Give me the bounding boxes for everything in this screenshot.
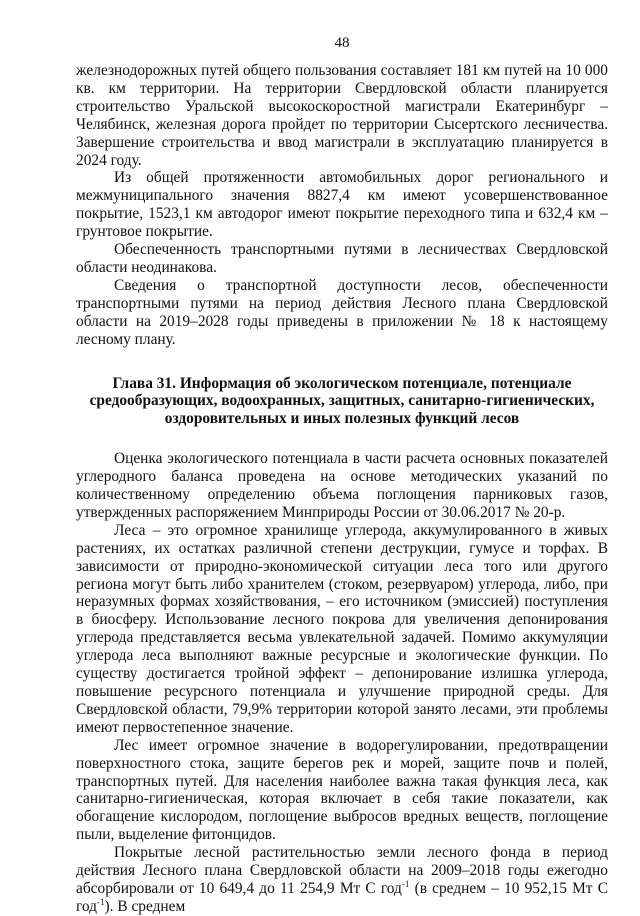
paragraph-forest-carbon-storage: Леса – это огромное хранилище углерода, аккумулированного в живых растениях, их остатках различной степени деструкции, гумусе и торфах. В зависимости от природно-экономической ситуации леса того или другого региона могут быть либо хранителем (стоком, резервуаром) углерода, либо, при неразумных формах хозяйствования, – его источником (эмиссией) поступления в биосферу. Использование лесного покрова для увеличения депонирования углерода представляется весьма увлекательной задачей. Помимо аккумуляции углерода леса выполняют важные ресурсные и экологические функции. По существу достигается тройной эффект – депонирование излишка углерода, повышение ресурсного потенциала и улучшение природной среды. Для Свердловской области, 79,9% территории которой занято лесами, эти проблемы имеют первостепенное значение. <box>76 521 608 736</box>
paragraph-carbon-absorption <box>76 844 608 916</box>
page-number: 48 <box>334 35 350 51</box>
paragraph-road-lengths: Из общей протяженности автомобильных дорог регионального и межмуниципального значения 8827,4 км имеют усовершенствованное покрытие, 1523,1 км автодорог имеют покрытие переходного типа и 632,4 км – грунтовое покрытие. <box>76 169 608 241</box>
absorption-exponent-2: -1 <box>97 896 105 907</box>
paragraph-transport-appendix: Сведения о транспортной доступности лесов, обеспеченности транспортными путями на период действия Лесного плана Свердловской области на 2019–2028 годы приведены в приложении № 18 к настоящему лесному плану. <box>76 276 608 348</box>
absorption-text-part-1: Покрытые лесной растительностью земли лесного фонда в период действия Лесного плана Свердловской области на 2009–2018 годы ежегодно абсорбировали от 10 649,4 до 11 254,9 Мт С год <box>76 844 608 897</box>
paragraph-carbon-assessment: Оценка экологического потенциала в части расчета основных показателей углеродного баланса проведена на основе методических указаний по количественному определению объема поглощения парниковых газов, утвержденных распоряжением Минприроды России от 30.06.2017 № 20-р. <box>76 450 608 521</box>
paragraph-transport-provision: Обеспеченность транспортными путями в лесничествах Свердловской области неодинакова. <box>76 241 608 276</box>
absorption-text-part-2: (в среднем – 10 952,15 Мт С год <box>76 879 608 915</box>
chapter-heading: Глава 31. Информация об экологическом потенциале, потенциале средообразующих, водоохранных, защитных, санитарно-гигиенических, оздоровительных и иных полезных функций лесов <box>89 374 595 428</box>
document-page <box>76 34 608 916</box>
absorption-exponent-1: -1 <box>401 878 410 889</box>
paragraph-railways: железнодорожных путей общего пользования составляет 181 км путей на 10 000 кв. км территории. На территории Свердловской области планируется строительство Уральской высокоскоростной магистрали Екатеринбург – Челябинск, железная дорога пройдет по территории Сысертского лесничества. Завершение строительства и ввод магистрали в эксплуатацию планируется в 2024 году. <box>76 62 608 169</box>
paragraph-forest-functions: Лес имеет огромное значение в водорегулировании, предотвращении поверхностного стока, защите берегов рек и морей, защите почв и полей, транспортных путей. Для населения наиболее важна такая функция леса, как санитарно-гигиеническая, которая включает в себя такие показатели, как обогащение кислородом, поглощение выбросов вредных веществ, поглощение пыли, выделение фитонцидов. <box>76 736 608 844</box>
absorption-text-part-3: ). В среднем <box>104 897 186 915</box>
